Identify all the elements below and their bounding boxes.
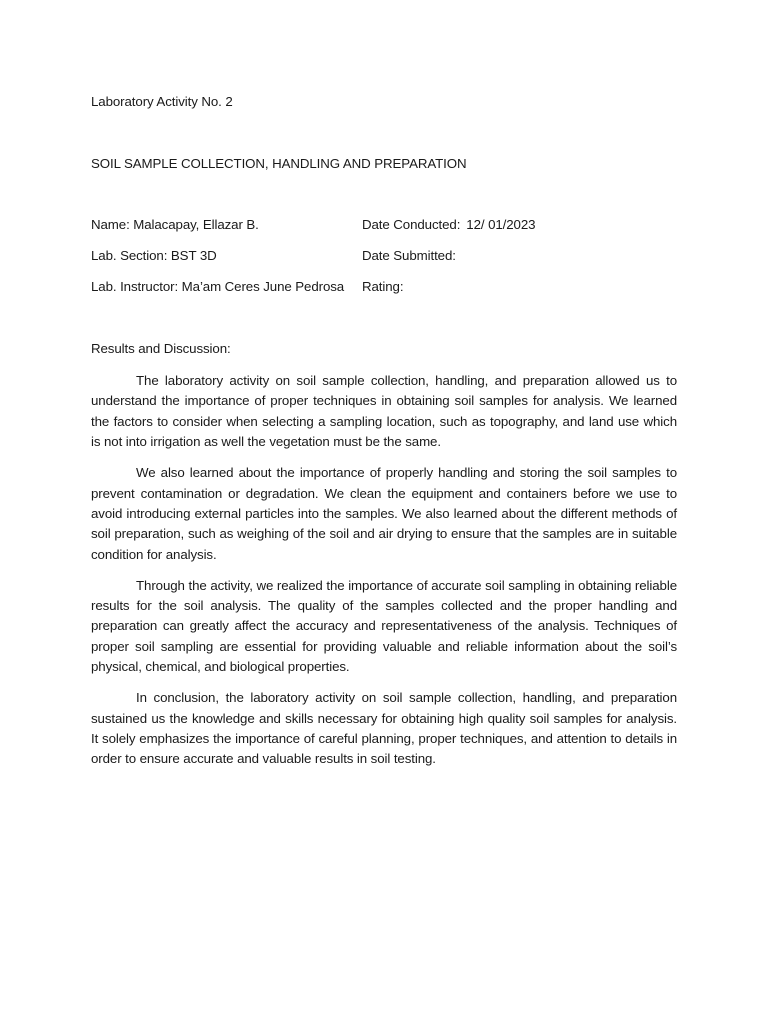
discussion-paragraph: Through the activity, we realized the importance of accurate soil sampling in obtaining reliable results for the soil analysis. The quality of the samples collected and the proper handling and preparation can greatly affect the accuracy and representativeness of the analysis. Techniques of proper soil sampling are essential for providing valuable and reliable information about the soil’s physical, chemical, and biological properties. [91,577,677,675]
discussion-paragraph: The laboratory activity on soil sample collection, handling, and preparation allowed us to understand the importance of proper techniques in obtaining soil samples for analysis. We learned the factors to consider when selecting a sampling location, such as topography, and land use which is not into irrigation as well the vegetation must be the same. [91,373,677,450]
activity-number: Laboratory Activity No. 2 [91,94,233,109]
lab-instructor: Lab. Instructor: Ma’am Ceres June Pedrosa [91,279,345,294]
date-conducted-value: 12/ 01/2023 [466,217,536,232]
rating-label: Rating: [362,279,404,294]
discussion-paragraph: We also learned about the importance of properly handling and storing the soil samples to prevent contamination or degradation. We clean the equipment and containers before we use to avoid introducing external particles into the samples. We also learned about the different methods of soil preparation, such as weighing of the soil and air drying to ensure that the samples are in suitable condition for analysis. [91,465,677,562]
discussion-paragraph: In conclusion, the laboratory activity on soil sample collection, handling, and preparation sustained us the knowledge and skills necessary for obtaining high quality soil samples for analysis. It solely emphasizes the importance of careful planning, proper techniques, and attention to details in order to ensure accurate and valuable results in soil testing. [91,690,677,767]
lab-section: Lab. Section: BST 3D [91,248,217,263]
discussion-body [91,371,677,780]
date-conducted-label: Date Conducted: [362,217,461,232]
results-heading: Results and Discussion: [91,341,231,356]
document-title: SOIL SAMPLE COLLECTION, HANDLING AND PREPARATION [91,156,467,171]
student-name: Name: Malacapay, Ellazar B. [91,217,259,232]
date-conducted [362,217,535,232]
date-submitted-label: Date Submitted: [362,248,456,263]
